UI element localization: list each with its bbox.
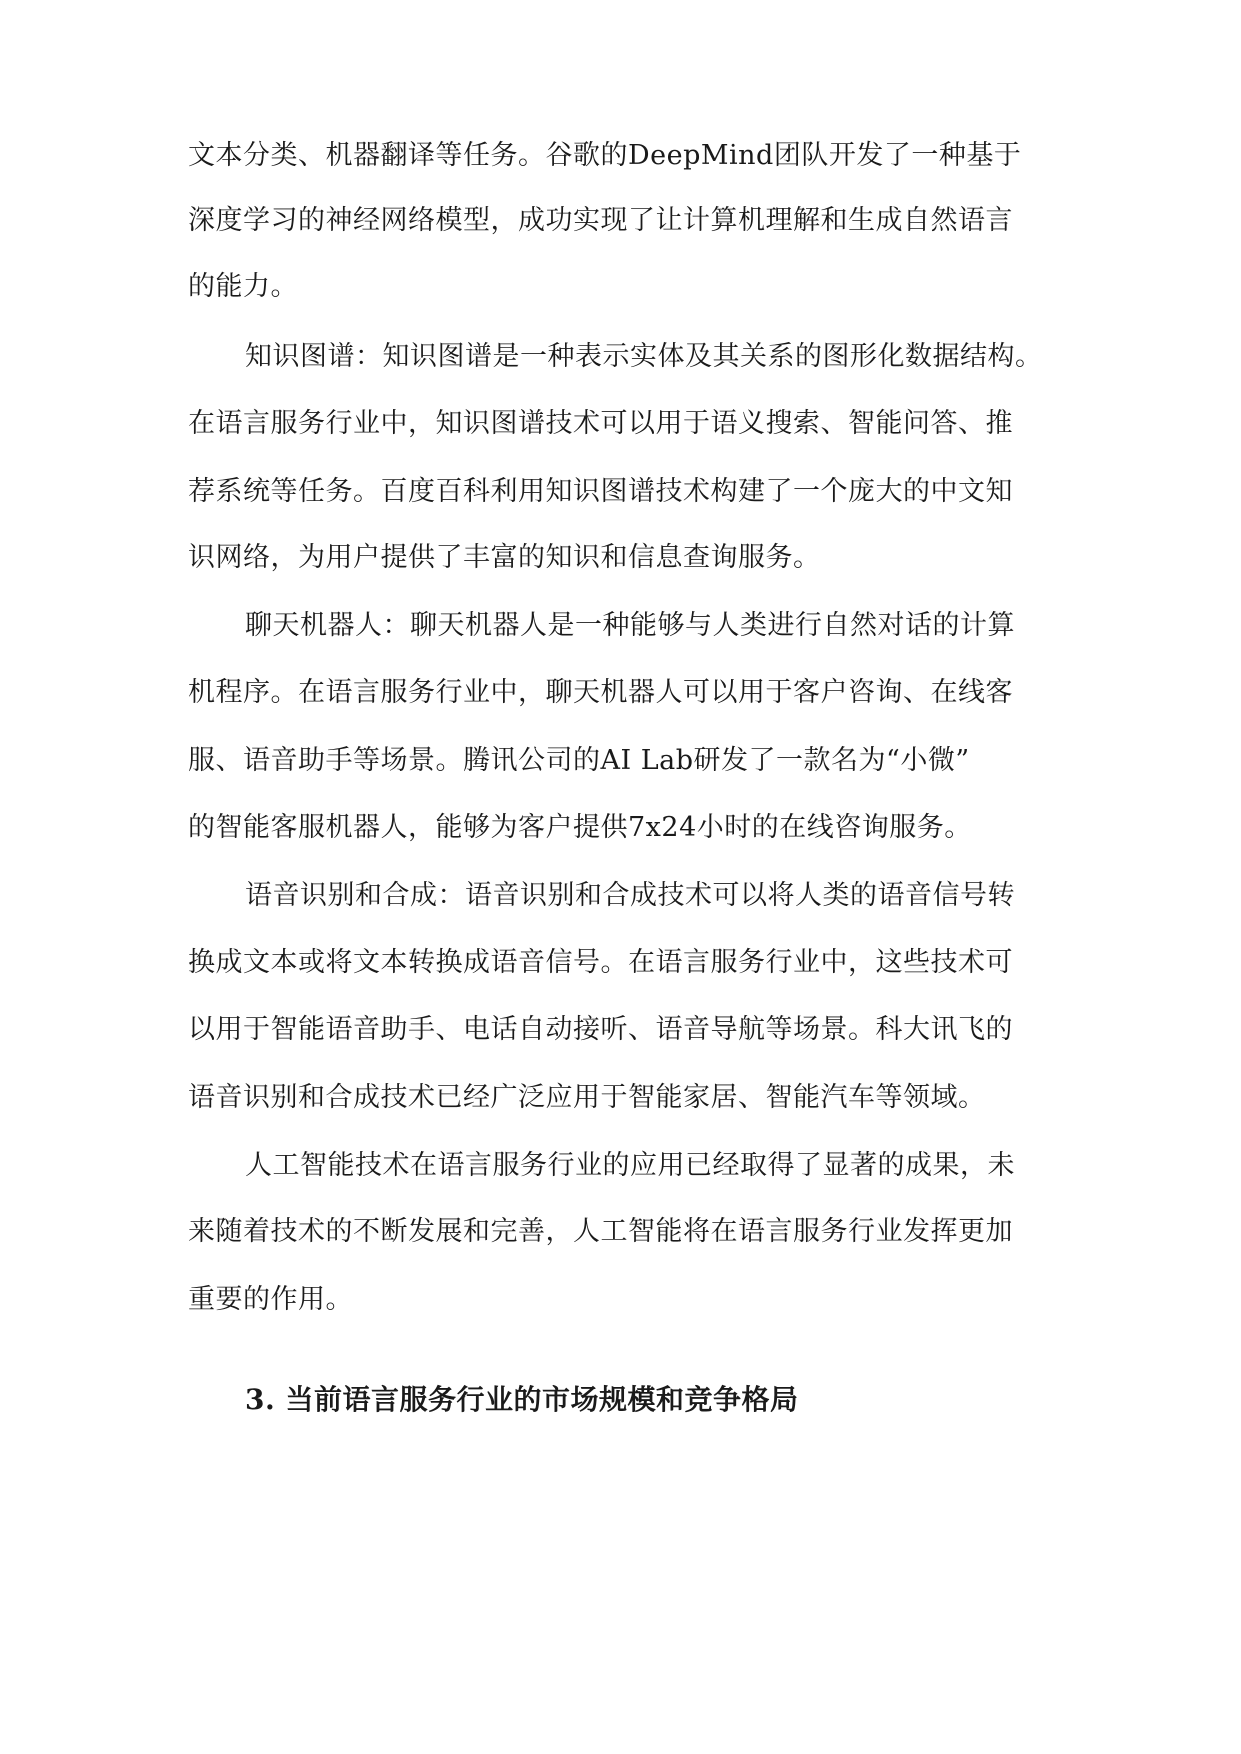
text-line: 来随着技术的不断发展和完善，人工智能将在语言服务行业发挥更加 xyxy=(188,1216,1013,1247)
text-line: 在语言服务行业中，知识图谱技术可以用于语义搜索、智能问答、推 xyxy=(188,408,1013,439)
text-line: 换成文本或将文本转换成语音信号。在语言服务行业中，这些技术可 xyxy=(188,947,1013,978)
text-line: 语音识别和合成技术已经广泛应用于智能家居、智能汽车等领域。 xyxy=(188,1082,986,1113)
paragraph-start-speech: 语音识别和合成：语音识别和合成技术可以将人类的语音信号转 xyxy=(245,880,1015,911)
paragraph-start-knowledge-graph: 知识图谱：知识图谱是一种表示实体及其关系的图形化数据结构。 xyxy=(245,341,1043,372)
text-line: 重要的作用。 xyxy=(188,1284,353,1315)
text-line: 机程序。在语言服务行业中，聊天机器人可以用于客户咨询、在线客 xyxy=(188,677,1013,708)
text-line: 荐系统等任务。百度百科利用知识图谱技术构建了一个庞大的中文知 xyxy=(188,476,1013,507)
text-line: 文本分类、机器翻译等任务。谷歌的DeepMind团队开发了一种基于 xyxy=(188,140,1022,171)
text-line: 以用于智能语音助手、电话自动接听、语音导航等场景。科大讯飞的 xyxy=(188,1014,1013,1045)
text-line: 的能力。 xyxy=(188,271,298,302)
text-line: 深度学习的神经网络模型，成功实现了让计算机理解和生成自然语言 xyxy=(188,205,1013,236)
text-line: 服、语音助手等场景。腾讯公司的AI Lab研发了一款名为“小微” xyxy=(188,745,970,776)
text-line: 的智能客服机器人，能够为客户提供7x24小时的在线咨询服务。 xyxy=(188,812,972,843)
paragraph-start-chatbot: 聊天机器人：聊天机器人是一种能够与人类进行自然对话的计算 xyxy=(245,610,1015,641)
section-heading: 3. 当前语言服务行业的市场规模和竞争格局 xyxy=(245,1383,799,1416)
text-line: 识网络，为用户提供了丰富的知识和信息查询服务。 xyxy=(188,542,821,573)
paragraph-start-conclusion: 人工智能技术在语言服务行业的应用已经取得了显著的成果，未 xyxy=(245,1150,1015,1181)
